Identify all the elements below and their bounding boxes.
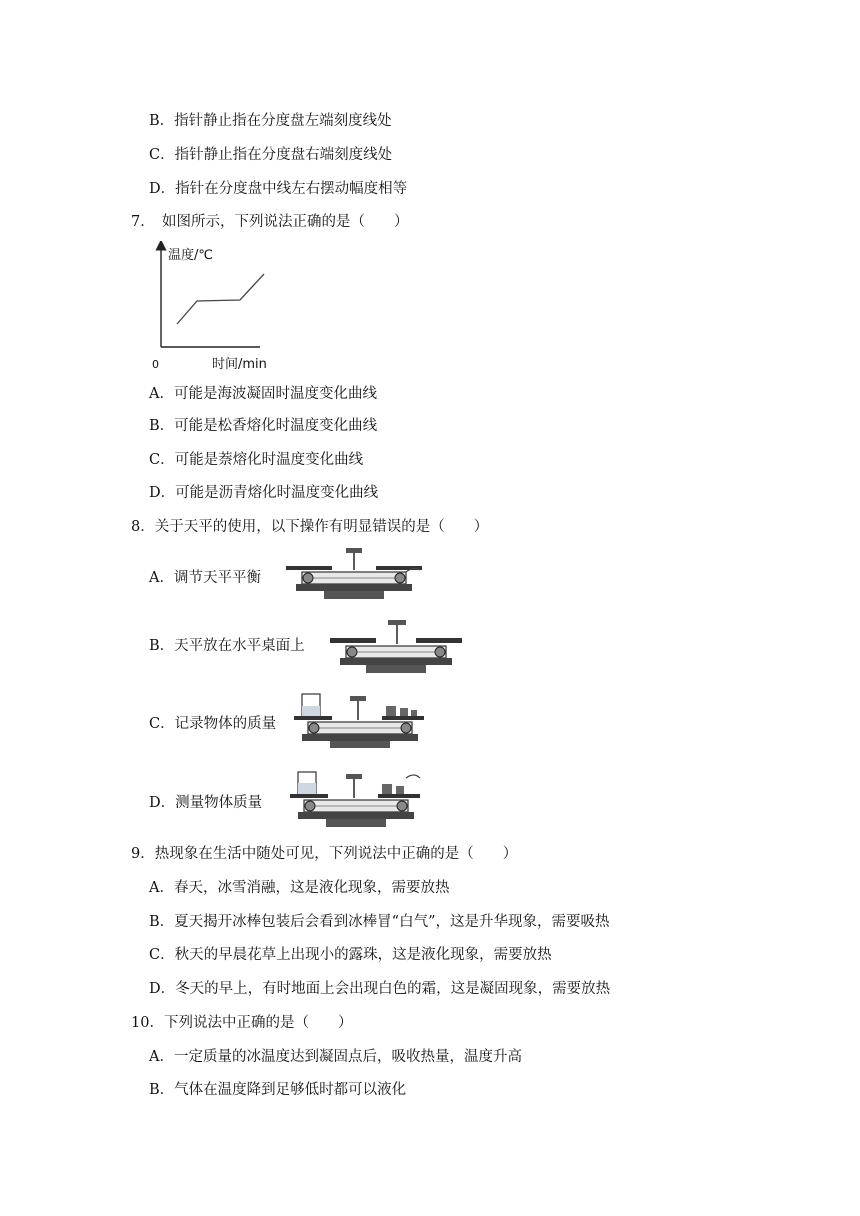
option-a: A．调节天平平衡: [149, 570, 261, 586]
option-c: C．指针静止指在分度盘右端刻度线处: [149, 147, 393, 163]
option-d: D．测量物体质量: [149, 795, 263, 811]
balance-on-table-image: [328, 614, 468, 676]
option-a: A．可能是海波凝固时温度变化曲线: [149, 386, 377, 402]
origin-label: 0: [152, 358, 159, 371]
option-a: A．一定质量的冰温度达到凝固点后，吸收热量，温度升高: [149, 1049, 522, 1065]
option-d: D．可能是沥青熔化时温度变化曲线: [149, 485, 379, 501]
question-8-stem: 8．关于天平的使用，以下操作有明显错误的是（ ）: [131, 519, 489, 535]
option-d: D．指针在分度盘中线左右摆动幅度相等: [149, 181, 408, 197]
option-c: C．记录物体的质量: [149, 716, 277, 732]
question-10-stem: 10．下列说法中正确的是（ ）: [131, 1015, 353, 1031]
option-b: B．可能是松香熔化时温度变化曲线: [149, 418, 378, 434]
option-b: B．指针静止指在分度盘左端刻度线处: [149, 113, 392, 129]
option-c: C．可能是萘熔化时温度变化曲线: [149, 452, 364, 468]
x-axis-label: 时间/min: [212, 357, 267, 372]
option-b: B．气体在温度降到足够低时都可以液化: [149, 1082, 407, 1098]
balance-record-mass-image: [290, 690, 430, 750]
balance-adjust-image: [284, 542, 424, 602]
balance-measure-mass-image: [286, 768, 426, 830]
option-a: A．春天，冰雪消融，这是液化现象，需要放热: [149, 880, 450, 896]
question-9-stem: 9．热现象在生活中随处可见，下列说法中正确的是（ ）: [131, 846, 518, 862]
option-d: D．冬天的早上，有时地面上会出现白色的霜，这是凝固现象，需要放热: [149, 981, 611, 997]
temperature-time-graph: [148, 241, 278, 373]
temperature-curve: [177, 274, 264, 324]
y-axis-label: 温度/℃: [168, 248, 213, 263]
option-b: B．夏天揭开冰棒包装后会看到冰棒冒“白气”，这是升华现象，需要吸热: [149, 914, 610, 930]
option-b: B．天平放在水平桌面上: [149, 638, 305, 654]
option-c: C．秋天的早晨花草上出现小的露珠，这是液化现象，需要放热: [149, 947, 552, 963]
question-7-stem: 7． 如图所示，下列说法正确的是（ ）: [131, 214, 409, 230]
